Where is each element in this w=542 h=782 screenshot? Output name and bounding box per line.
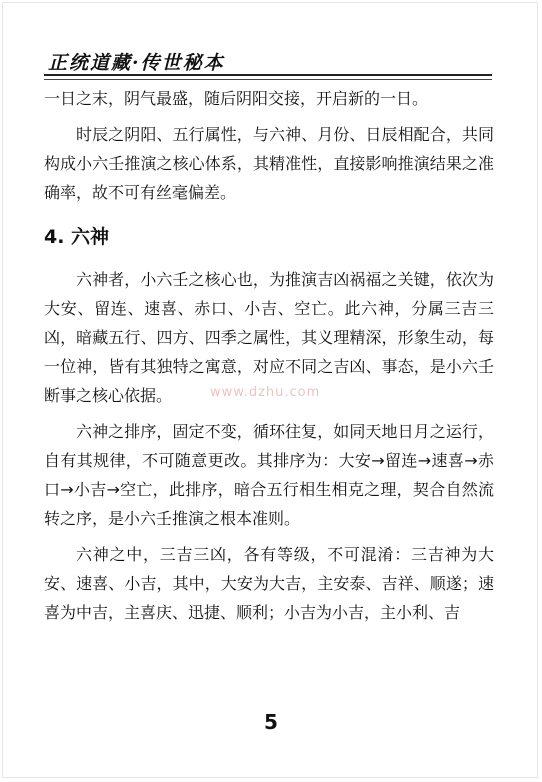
paragraph: 时辰之阴阳、五行属性，与六神、月份、日辰相配合，共同构成小六壬推演之核心体系，其精准性，直接影响推演结果之准确率，故不可有丝毫偏差。 bbox=[44, 125, 494, 202]
paragraph: 六神之中，三吉三凶，各有等级，不可混淆：三吉神为大安、速喜、小吉，其中，大安为大吉，主安泰、吉祥、顺遂；速喜为中吉，主喜庆、迅捷、顺利；小吉为小吉，主小利、吉 bbox=[44, 545, 494, 622]
header-rule-thin bbox=[44, 79, 492, 80]
paragraph: 一日之末，阴气最盛，随后阴阳交接，开启新的一日。 bbox=[44, 89, 429, 108]
header-title: 正统道藏·传世秘本 bbox=[48, 52, 225, 74]
paragraph: 六神者，小六壬之核心也，为推演吉凶祸福之关键，依次为大安、留连、速喜、赤口、小吉、空亡。此六神，分属三吉三凶，暗藏五行、四方、四季之属性，其义理精深，形象生动，每一位神，皆有其独特之寓意，对应不同之吉凶、事态，是小六壬断事之核心依据。 bbox=[44, 270, 494, 405]
paragraph: 六神之排序，固定不变，循环往复，如同天地日月之运行，自有其规律，不可随意更改。其排序为：大安→留连→速喜→赤口→小吉→空亡，此排序，暗合五行相生相克之理，契合自然流转之序，是小六壬推演之根本准则。 bbox=[44, 422, 494, 528]
page-header bbox=[44, 48, 494, 78]
page-number: 5 bbox=[264, 710, 278, 734]
header-rule-thick bbox=[44, 74, 492, 76]
watermark: www.dzhu.com bbox=[210, 385, 321, 400]
page-content bbox=[44, 84, 494, 634]
section-heading: 4. 六神 bbox=[44, 226, 110, 248]
